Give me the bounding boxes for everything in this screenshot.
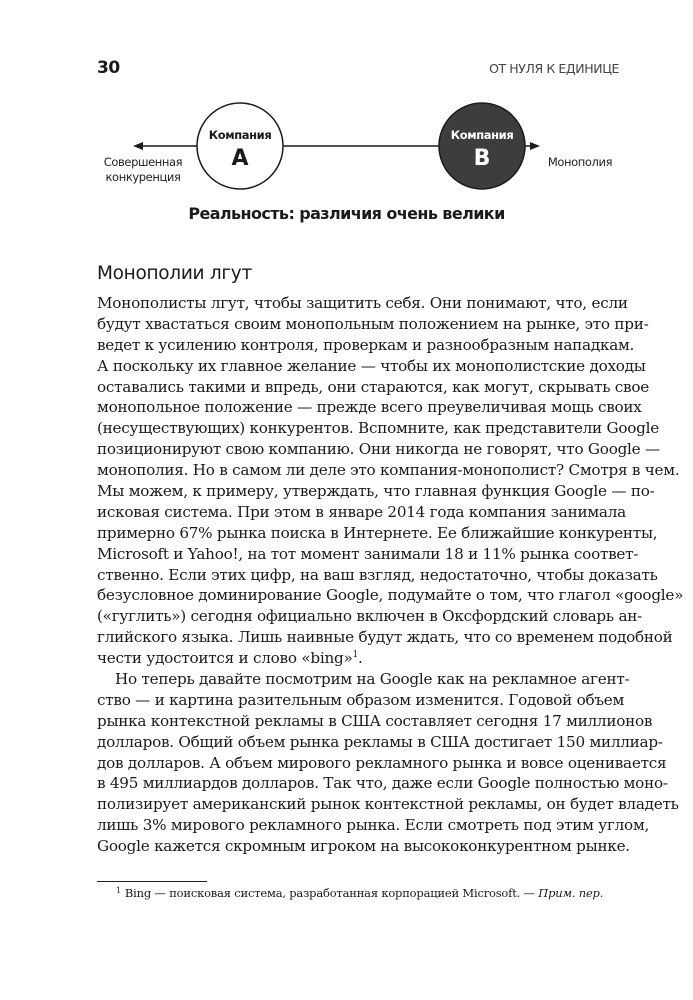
text-line: исковая система. При этом в январе 2014 года компания занимала — [97, 502, 626, 521]
text-line: долларов. Общий объем рынка рекламы в США достигает 150 миллиар- — [97, 732, 663, 751]
diagram-caption: Реальность: различия очень велики — [188, 204, 505, 223]
perfect-competition-label — [98, 155, 188, 185]
text-line: дов долларов. А объем мирового рекламного рынка и вовсе оценивается — [97, 753, 667, 772]
monopoly-label: Монополия — [547, 155, 613, 169]
text-line: (несуществующих) конкурентов. Вспомните, как представители Google — [97, 419, 659, 438]
text-line: ство — и картина разительным образом изменится. Годовой объем — [97, 690, 625, 709]
text-line: позиционируют свою компанию. Они никогда не говорят, что Google — — [97, 440, 660, 459]
text-line: будут хвастаться своим монопольным положением на рынке, это при- — [97, 314, 649, 333]
text-line: монополия. Но в самом ли деле это компания-монополист? Смотря в чем. — [97, 461, 680, 480]
company-b-letter: B — [473, 146, 491, 171]
text-line: («гуглить») сегодня официально включен в Оксфордский словарь ан- — [97, 607, 643, 626]
translator-note: Прим. пер. — [538, 886, 604, 900]
footnote — [116, 886, 603, 900]
footnote-mark: 1 — [116, 886, 121, 895]
footnote-text: Bing — поисковая система, разработанная корпорацией Microsoft. — — [124, 886, 539, 900]
text-line: лишь 3% мирового рекламного рынка. Если смотреть под этим углом, — [97, 816, 650, 835]
text-line: монопольное положение — прежде всего преувеличивая мощь своих — [97, 398, 642, 417]
paragraph-start-line: Но теперь давайте посмотрим на Google как на рекламное агент- — [115, 670, 630, 689]
page-number: 30 — [97, 58, 120, 78]
text-line: безусловное доминирование Google, подумайте о том, что глагол «google» — [97, 586, 684, 605]
text-line: глийского языка. Лишь наивные будут ждать, что со временем подобной — [97, 628, 673, 647]
text-line: в 495 миллиардов долларов. Так что, даже если Google полностью моно- — [97, 774, 668, 793]
text-line: примерно 67% рынка поиска в Интернете. Ее ближайшие конкуренты, — [97, 523, 658, 542]
running-head: ОТ НУЛЯ К ЕДИНИЦЕ — [489, 61, 619, 76]
company-a-text — [196, 128, 284, 171]
company-b-name: Компания — [450, 128, 514, 142]
text-line: ственно. Если этих цифр, на ваш взгляд, недостаточно, чтобы доказать — [97, 565, 658, 584]
left-label-line1: Совершенная — [103, 155, 183, 169]
company-a-name: Компания — [208, 128, 272, 142]
arrow-right-icon — [530, 142, 540, 150]
competition-monopoly-diagram — [0, 0, 693, 240]
text-line: оставались такими и впредь, они стараются, как могут, скрывать свое — [97, 377, 649, 396]
company-b-text — [438, 128, 526, 171]
text-line: чести удостоится и слово «bing» — [97, 649, 353, 668]
text-line: Монополисты лгут, чтобы защитить себя. Они понимают, что, если — [97, 294, 628, 312]
text-line: Google кажется скромным игроком на высококонкурентном рынке. — [97, 837, 630, 856]
section-title: Монополии лгут — [97, 263, 252, 284]
text-line: Microsoft и Yahoo!, на тот момент занимали 18 и 11% рынка соответ- — [97, 544, 639, 563]
text-line: полизирует американский рынок контекстной рекламы, он будет владеть — [97, 795, 679, 814]
sentence-end: . — [357, 649, 363, 668]
left-label-line2: конкуренция — [105, 170, 181, 184]
text-line: А поскольку их главное желание — чтобы их монополистские доходы — [97, 356, 646, 375]
text-line: ведет к усилению контроля, проверкам и разнообразным нападкам. — [97, 335, 635, 354]
text-line-with-footnote — [97, 648, 612, 669]
body-text — [97, 293, 684, 857]
footnote-reference[interactable]: 1 — [352, 650, 358, 661]
footnote-divider — [97, 881, 207, 882]
company-a-letter: A — [231, 146, 249, 171]
arrow-left-icon — [133, 142, 143, 150]
text-line: Мы можем, к примеру, утверждать, что главная функция Google — по- — [97, 482, 655, 501]
text-line: рынка контекстной рекламы в США составляет сегодня 17 миллионов — [97, 711, 653, 730]
